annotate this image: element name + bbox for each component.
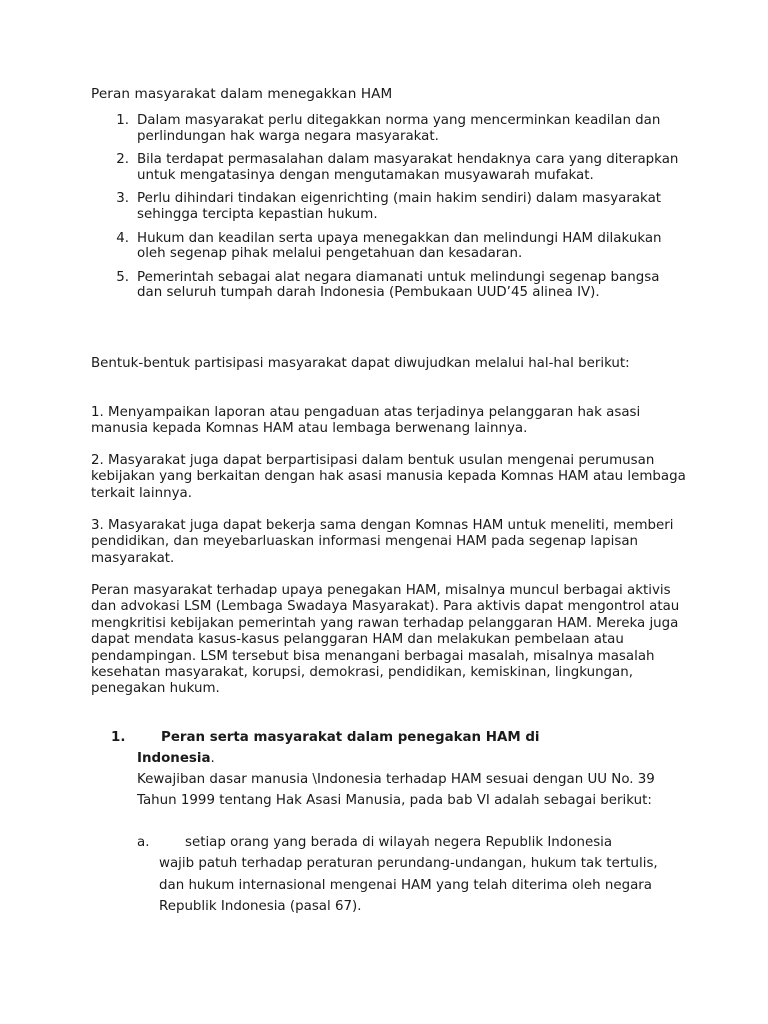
list-item-text: Hukum dan keadilan serta upaya menegakkan dan melindungi HAM dilakukan oleh segenap pihak melalui pengetahuan dan kesadaran. (137, 230, 662, 262)
sub-item-rest: wajib patuh terhadap peraturan perundang-undangan, hukum tak tertulis, dan hukum internasional mengenai HAM yang telah diterima oleh negara Republik Indonesia (pasal 67). (159, 856, 658, 915)
sub-item-first-line: setiap orang yang berada di wilayah negera Republik Indonesia (185, 835, 613, 850)
list-item-text: Perlu dihindari tindakan eigenrichting (main hakim sendiri) dalam masyarakat sehingga tercipta kepastian hukum. (137, 191, 662, 222)
list-item-text: Pemerintah sebagai alat negara diamanati untuk melindungi segenap bangsa dan seluruh tumpah darah Indonesia (Pembukaan UUD’45 alinea IV). (137, 269, 660, 301)
list-item-number: 2. (116, 152, 129, 168)
section-heading-period: . (210, 751, 215, 766)
list-item-number: 4. (116, 230, 129, 246)
numbered-list (91, 113, 681, 309)
list-item (91, 231, 681, 262)
list-item-number: 3. (116, 191, 129, 207)
list-item (91, 113, 681, 144)
list-item (91, 270, 681, 301)
participation-item-2: 2. Masyarakat juga dapat berpartisipasi dalam bentuk usulan mengenai perumusan kebijakan yang berkaitan dengan hak asasi manusia kepada Komnas HAM atau lembaga terkait lainnya. (91, 453, 686, 501)
section-body: Kewajiban dasar manusia \Indonesia terhadap HAM sesuai dengan UU No. 39 Tahun 1999 tentang Hak Asasi Manusia, pada bab VI adalah sebagai berikut: (137, 772, 655, 809)
section-number: 1. (111, 730, 126, 745)
section-heading (111, 727, 611, 769)
section-heading-line1: Peran serta masyarakat dalam penegakan HAM di (161, 730, 540, 745)
list-item-number: 1. (116, 113, 129, 128)
participation-item-3: 3. Masyarakat juga dapat bekerja sama dengan Komnas HAM untuk meneliti, memberi pendidikan, dan meyebarluaskan informasi mengenai HAM pada segenap lapisan masyarakat. (91, 518, 674, 566)
document-title: Peran masyarakat dalam menegakkan HAM (91, 86, 393, 102)
list-item-number: 5. (116, 269, 129, 285)
intro-paragraph: Bentuk-bentuk partisipasi masyarakat dapat diwujudkan melalui hal-hal berikut: (91, 356, 630, 371)
list-item (91, 191, 681, 222)
sub-item-letter: a. (137, 835, 150, 850)
participation-item-1: 1. Menyampaikan laporan atau pengaduan atas terjadinya pelanggaran hak asasi manusia kepada Komnas HAM atau lembaga berwenang lainnya. (91, 405, 641, 437)
role-paragraph: Peran masyarakat terhadap upaya penegakan HAM, misalnya muncul berbagai aktivis dan advokasi LSM (Lembaga Swadaya Masyarakat). Para aktivis dapat mengontrol atau mengkritisi kebijakan pemerintah yang rawan terhadap pelanggaran HAM. Mereka juga dapat mendata kasus-kasus pelanggaran HAM dan melakukan pembelaan atau pendampingan. LSM tersebut bisa menangani berbagai masalah, misalnya masalah kesehatan masyarakat, korupsi, demokrasi, pendidikan, kemiskinan, lingkungan, penegakan hukum. (91, 583, 680, 697)
list-item-text: Bila terdapat permasalahan dalam masyarakat hendaknya cara yang diterapkan untuk mengatasinya dengan mengutamakan musyawarah mufakat. (137, 152, 679, 183)
list-item (91, 152, 681, 183)
sub-item-a (137, 832, 677, 918)
list-item-text: Dalam masyarakat perlu ditegakkan norma yang mencerminkan keadilan dan perlindungan hak warga negara masyarakat. (137, 113, 661, 144)
section-heading-line2: Indonesia (137, 751, 211, 766)
